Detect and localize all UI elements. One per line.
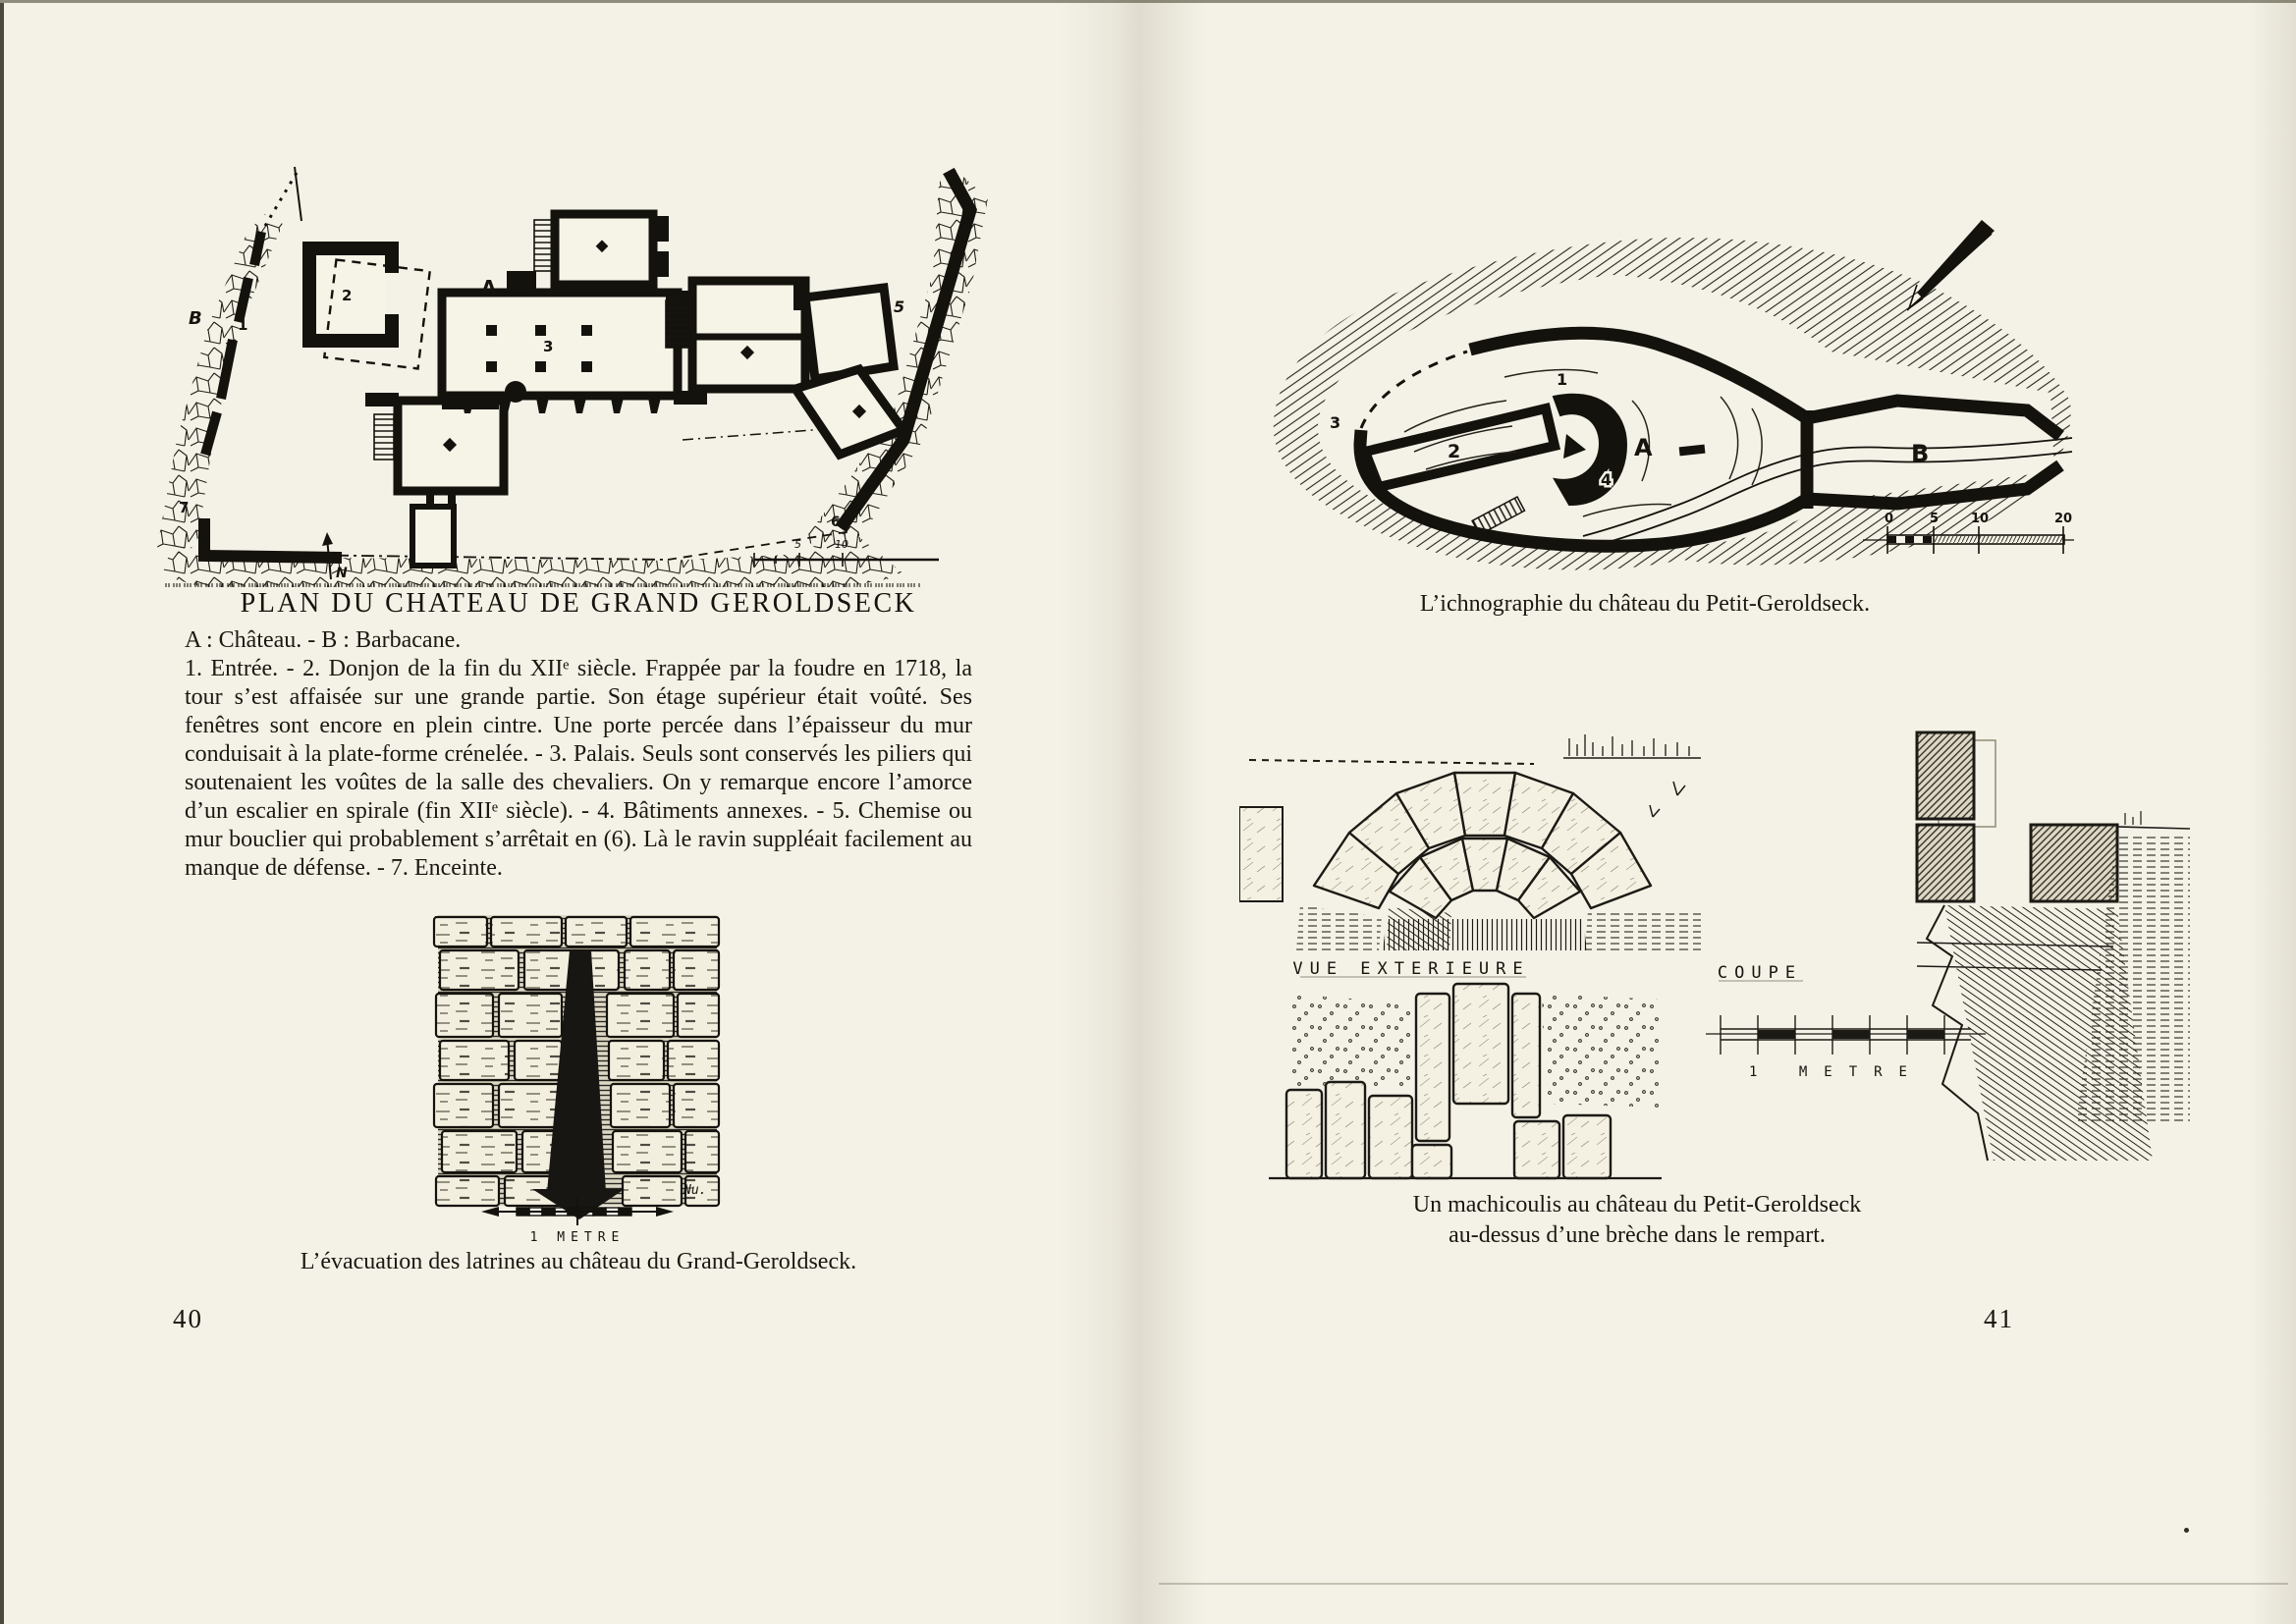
page-edge-right bbox=[2249, 0, 2296, 1624]
label-2: 2 bbox=[1448, 441, 1461, 462]
label-5: 5 bbox=[894, 298, 905, 316]
metre-scale-label: 1 METRE bbox=[1748, 1064, 1925, 1080]
section-view bbox=[1718, 732, 2190, 1161]
label-a: A bbox=[1634, 434, 1653, 461]
latrine-caption: L’évacuation des latrines au château du Grand-Geroldseck. bbox=[300, 1249, 857, 1274]
section-label: COUPE bbox=[1717, 963, 1803, 983]
petit-geroldseck-plan-figure bbox=[1259, 204, 2074, 582]
grand-geroldseck-plan-figure bbox=[118, 116, 1002, 587]
machicoulis-caption bbox=[1274, 1190, 2000, 1251]
figure-title: PLAN DU CHATEAU DE GRAND GEROLDSECK bbox=[240, 588, 917, 619]
legend-line: A : Château. - B : Barbacane. bbox=[185, 627, 462, 653]
center-fold-shadow bbox=[1059, 0, 1206, 1624]
metre-scale-bar bbox=[1706, 1015, 1986, 1080]
scale-0: 0 bbox=[1885, 512, 1894, 526]
latrine-scale-label: 1 METRE bbox=[529, 1230, 626, 1245]
page-number-right: 41 bbox=[1984, 1304, 2014, 1333]
label-a: A bbox=[481, 276, 497, 299]
machicoulis-figure bbox=[1239, 699, 2202, 1190]
donjon bbox=[309, 248, 430, 368]
label-4: 4 bbox=[1601, 470, 1613, 489]
label-2: 2 bbox=[342, 287, 353, 304]
exterior-view-label: VUE EXTERIEURE bbox=[1292, 959, 1530, 979]
label-3: 3 bbox=[1330, 413, 1341, 432]
page-number-left: 40 bbox=[173, 1304, 203, 1333]
scale-10: 10 bbox=[835, 538, 848, 551]
label-6: 6 bbox=[831, 514, 841, 530]
latrine-figure bbox=[430, 911, 725, 1250]
book-edge-left bbox=[0, 0, 4, 1624]
breach-stones bbox=[1269, 984, 1662, 1178]
body-text-block bbox=[185, 626, 972, 883]
label-7: 7 bbox=[179, 499, 190, 516]
scale-5: 5 bbox=[1930, 512, 1940, 526]
machicoulis-caption-line1: Un machicoulis au château du Petit-Geroldseck bbox=[1412, 1192, 1862, 1218]
description-paragraph: 1. Entrée. - 2. Donjon de la fin du XIIᵉ siècle. Frappée par la foudre en 1718, la tour s’est affaisée sur une grande partie. Son étage supérieur était voûté. Ses fenêtres sont encore en plein cintre. Une porte percée dans l’épaisseur du mur conduisait à la plate-forme crénelée. - 3. Palais. Seuls sont conservés les piliers qui soutenaient les voûtes de la salle des chevaliers. On y remarque encore l’amorce d’un escalier en spirale (fin XIIᵉ siècle). - 4. Bâtiments annexes. - 5. Chemise ou mur bouclier qui probablement s’arrêtait en (6). Là le ravin suppléait facilement au manque de défense. - 7. Enceinte. bbox=[185, 656, 972, 881]
ink-speck bbox=[2184, 1528, 2189, 1533]
label-1: 1 bbox=[1557, 370, 1568, 389]
north-label: N bbox=[336, 566, 348, 581]
arch-exterior-view bbox=[1239, 734, 1701, 979]
label-3: 3 bbox=[543, 338, 554, 355]
label-b: B bbox=[1911, 440, 1930, 467]
label-1: 1 bbox=[238, 316, 248, 334]
machicoulis-caption-line2: au-dessus d’une brèche dans le rempart. bbox=[1449, 1222, 1826, 1248]
label-b: B bbox=[189, 308, 202, 329]
scale-20: 20 bbox=[2054, 512, 2073, 526]
ichnography-caption: L’ichnographie du château du Petit-Geroldseck. bbox=[1419, 591, 1871, 617]
signature: Nu. bbox=[683, 1183, 707, 1198]
scale-10: 10 bbox=[1971, 512, 1990, 526]
page-edge-bottom bbox=[1159, 1583, 2288, 1585]
scale-5: 5 bbox=[794, 538, 801, 551]
